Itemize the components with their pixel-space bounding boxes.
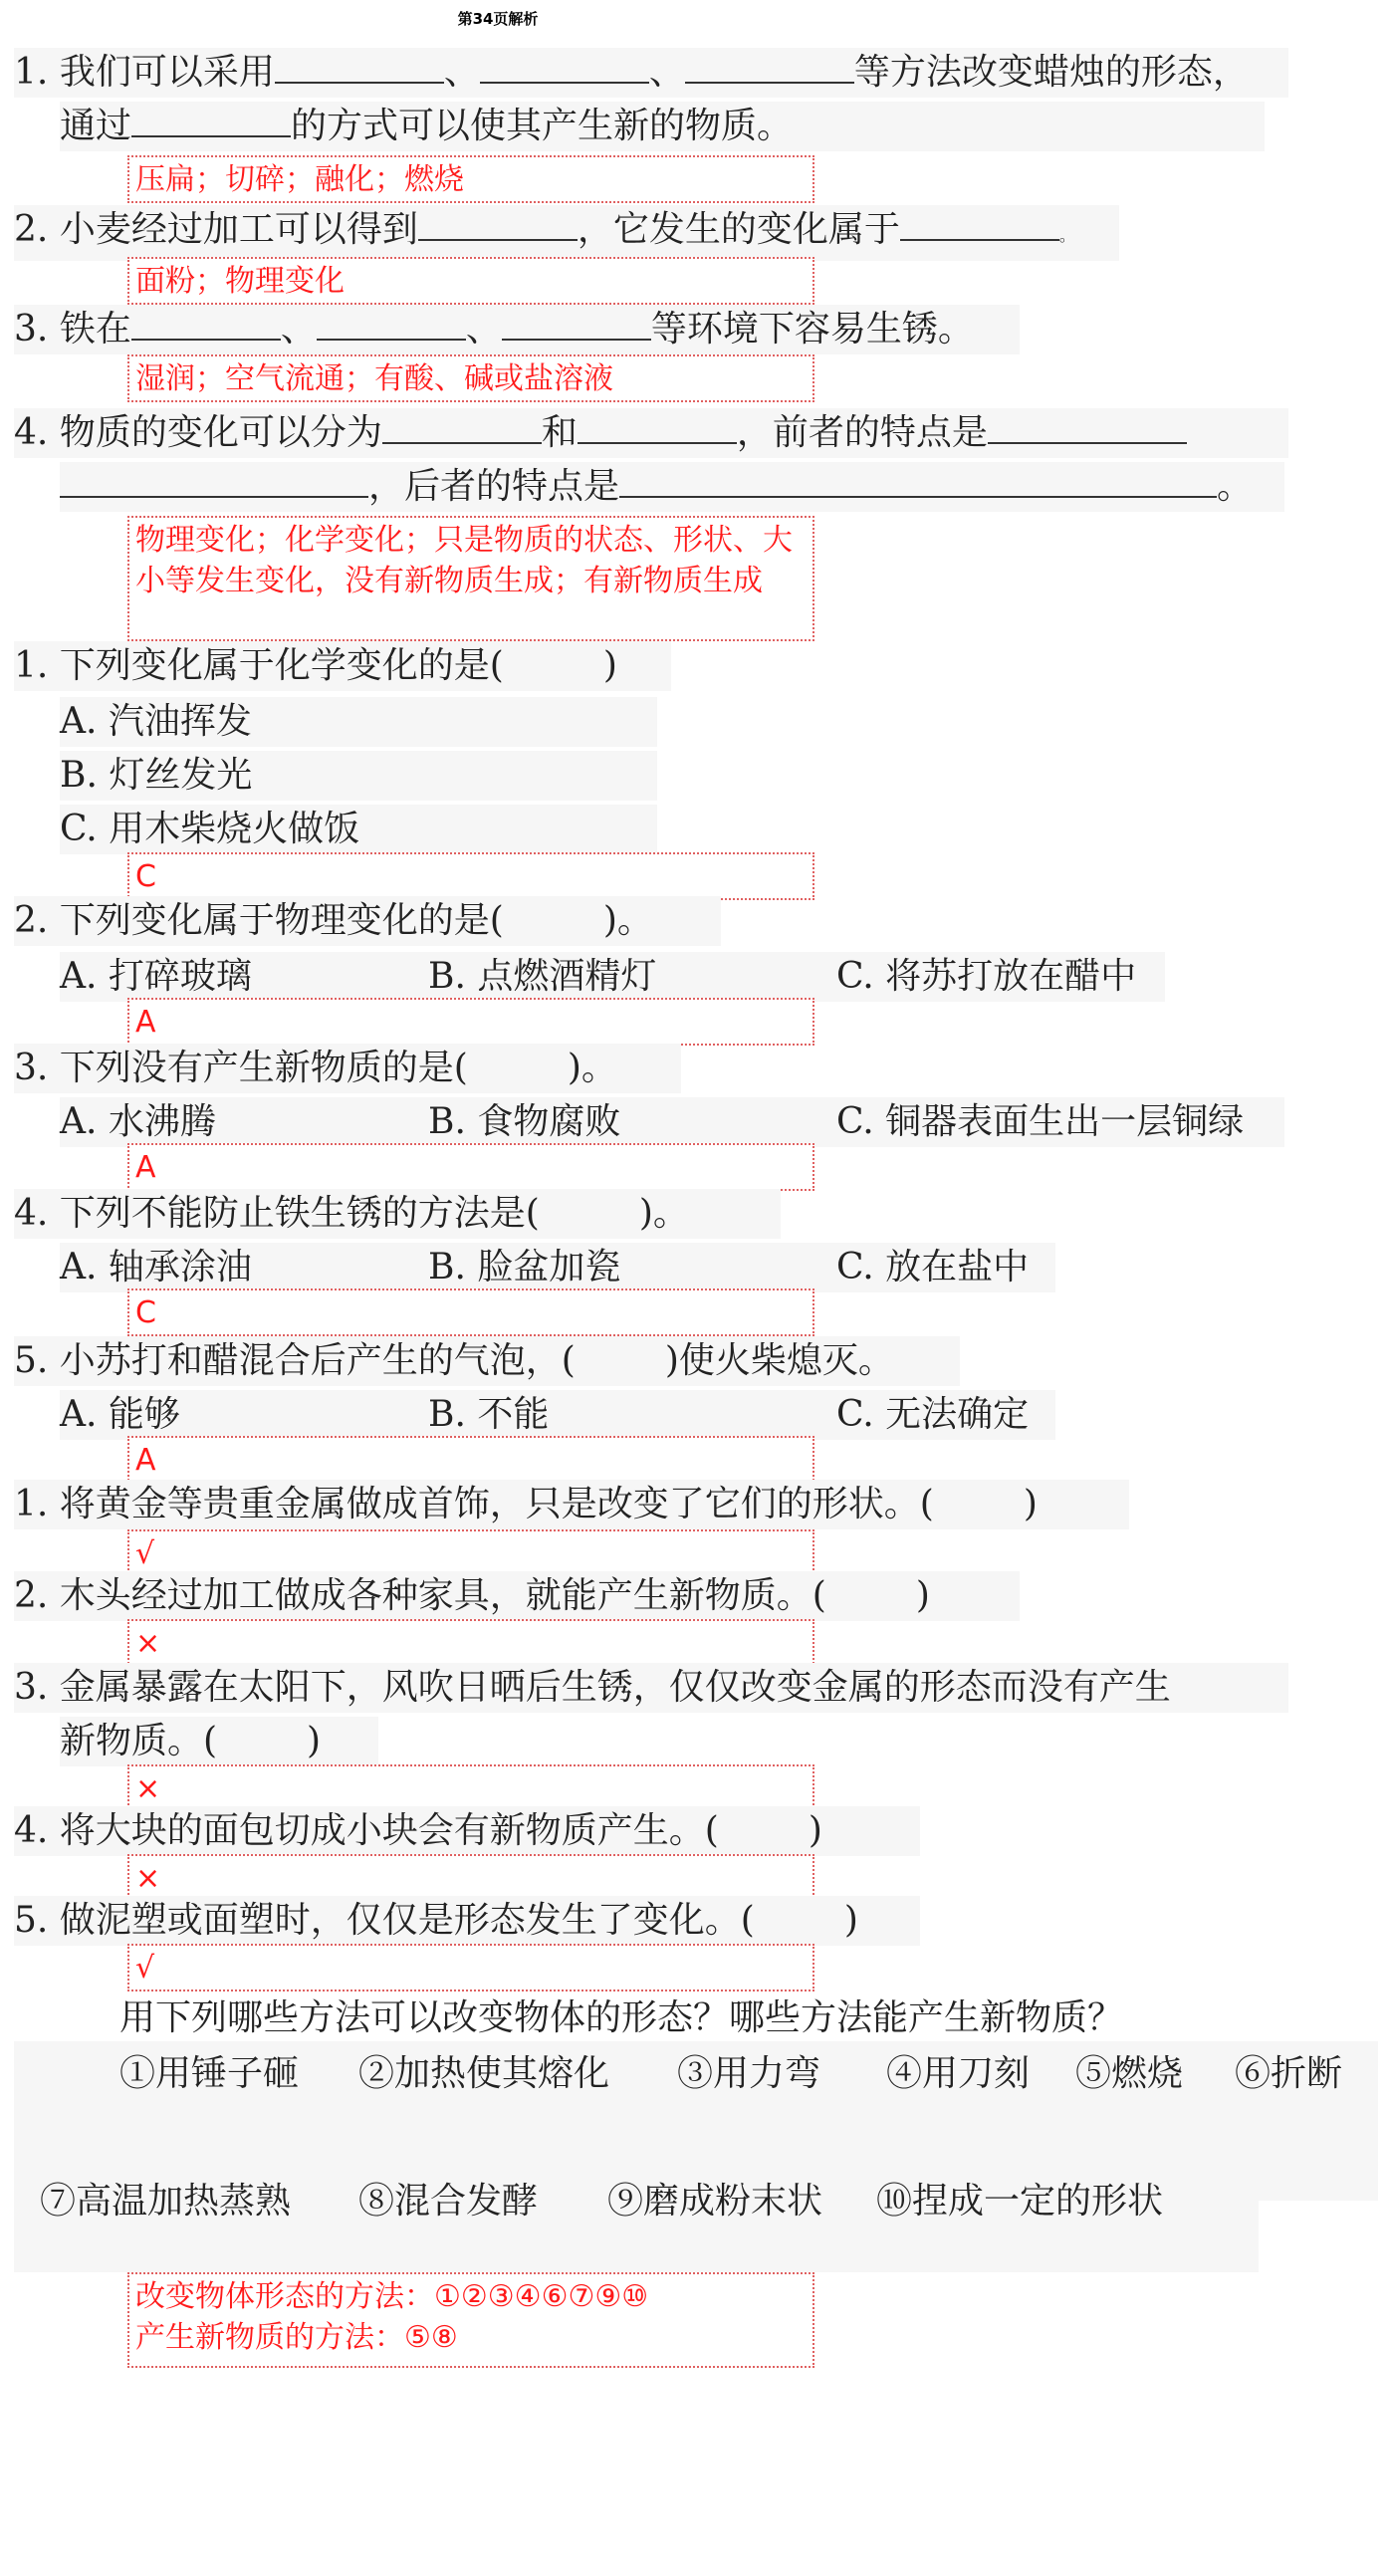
choice-q3-option-c[interactable]: C. 铜器表面生出一层铜绿	[836, 1101, 1245, 1142]
choice-q2-option-a[interactable]: A. 打碎玻璃	[60, 956, 252, 997]
choice-q2-stem: 2. 下列变化属于物理变化的是( )。	[14, 896, 721, 946]
choice-q3-stem: 3. 下列没有产生新物质的是( )。	[14, 1044, 681, 1093]
blank[interactable]	[480, 48, 649, 84]
methods-answer-new: 产生新物质的方法：⑤⑧	[135, 2320, 458, 2355]
method-item: ①用锤子砸	[119, 2053, 300, 2094]
judge-q3-line2: 新物质。( )	[60, 1717, 378, 1766]
choice-q4-option-a[interactable]: A. 轴承涂油	[60, 1247, 252, 1288]
method-item: ⑥折断	[1235, 2053, 1343, 2094]
answer-box-fill-q2: 面粉；物理变化	[127, 257, 814, 305]
answer-box-choice-q3: A	[127, 1143, 814, 1191]
method-item: ⑨磨成粉末状	[607, 2181, 823, 2222]
choice-q1-option-b[interactable]: B. 灯丝发光	[60, 751, 657, 801]
method-item: ⑦高温加热蒸熟	[40, 2181, 292, 2222]
blank[interactable]	[418, 205, 578, 241]
choice-q3-option-b[interactable]: B. 食物腐败	[428, 1101, 621, 1142]
answer-box-judge-q4: ×	[127, 1854, 814, 1902]
choice-q5-option-a[interactable]: A. 能够	[60, 1394, 180, 1435]
choice-q3-options	[60, 1097, 1284, 1147]
blank[interactable]	[131, 102, 291, 137]
method-item: ⑧混合发酵	[358, 2181, 539, 2222]
answer-box-fill-q4: 物理变化；化学变化；只是物质的状态、形状、大小等发生变化，没有新物质生成；有新物质生成	[127, 516, 814, 641]
page-title: 第34页解析	[457, 10, 539, 28]
choice-q5-option-c[interactable]: C. 无法确定	[836, 1394, 1030, 1435]
answer-box-judge-q5: √	[127, 1944, 814, 1991]
answer-box-choice-q5: A	[127, 1436, 814, 1484]
answer-box-choice-q2: A	[127, 998, 814, 1046]
blank[interactable]	[131, 305, 281, 341]
fill-q1-line2: 通过 的方式可以使其产生新的物质。	[60, 102, 1265, 151]
answer-box-judge-q3: ×	[127, 1764, 814, 1812]
answer-box-choice-q4: C	[127, 1288, 814, 1336]
blank[interactable]	[317, 305, 466, 341]
choice-q2-option-b[interactable]: B. 点燃酒精灯	[428, 956, 657, 997]
choice-q2-options	[60, 952, 1165, 1002]
fill-q3-line: 3. 铁在 、 、 等环境下容易生锈。	[14, 305, 1020, 354]
judge-q5-line: 5. 做泥塑或面塑时，仅仅是形态发生了变化。( )	[14, 1896, 920, 1946]
answer-box-fill-q3: 湿润；空气流通；有酸、碱或盐溶液	[127, 354, 814, 402]
method-item: ⑤燃烧	[1075, 2053, 1184, 2094]
fill-q4-line2: ，后者的特点是 。	[60, 462, 1284, 512]
choice-q4-option-b[interactable]: B. 脸盆加瓷	[428, 1247, 621, 1288]
choice-q3-option-a[interactable]: A. 水沸腾	[60, 1101, 216, 1142]
choice-q1-option-a[interactable]: A. 汽油挥发	[60, 697, 657, 747]
judge-q2-line: 2. 木头经过加工做成各种家具，就能产生新物质。( )	[14, 1571, 1020, 1621]
blank[interactable]	[502, 305, 651, 341]
answer-box-fill-q1: 压扁；切碎；融化；燃烧	[127, 155, 814, 203]
blank[interactable]	[619, 462, 1217, 498]
methods-answer-shape: 改变物体形态的方法：①②③④⑥⑦⑨⑩	[135, 2279, 649, 2314]
fill-q4-line1: 4. 物质的变化可以分为 和 ，前者的特点是	[14, 408, 1288, 458]
judge-q1-line: 1. 将黄金等贵重金属做成首饰，只是改变了它们的形状。( )	[14, 1480, 1129, 1529]
judge-q3-line1: 3. 金属暴露在太阳下，风吹日晒后生锈，仅仅改变金属的形态而没有产生	[14, 1663, 1288, 1713]
method-item: ③用力弯	[677, 2053, 821, 2094]
choice-q1-option-c[interactable]: C. 用木柴烧火做饭	[60, 805, 657, 854]
choice-q5-stem: 5. 小苏打和醋混合后产生的气泡，( )使火柴熄灭。	[14, 1336, 960, 1386]
choice-q4-options	[60, 1243, 1055, 1292]
choice-q2-option-c[interactable]: C. 将苏打放在醋中	[836, 956, 1137, 997]
blank[interactable]	[685, 48, 854, 84]
fill-q2-line: 2. 小麦经过加工可以得到 ，它发生的变化属于 。	[14, 205, 1119, 261]
answer-box-judge-q1: √	[127, 1529, 814, 1577]
method-item: ②加热使其熔化	[358, 2053, 610, 2094]
choice-q1-stem: 1. 下列变化属于化学变化的是( )	[14, 641, 671, 691]
method-item: ⑩捏成一定的形状	[876, 2181, 1164, 2222]
blank[interactable]	[275, 48, 444, 84]
choice-q5-options	[60, 1390, 1055, 1440]
choice-q5-option-b[interactable]: B. 不能	[428, 1394, 550, 1435]
blank[interactable]	[988, 408, 1187, 444]
answer-box-choice-q1: C	[127, 852, 814, 900]
choice-q4-stem: 4. 下列不能防止铁生锈的方法是( )。	[14, 1189, 781, 1239]
blank[interactable]	[60, 462, 368, 498]
blank[interactable]	[382, 408, 542, 444]
answer-box-judge-q2: ×	[127, 1619, 814, 1667]
fill-q1-line1: 1. 我们可以采用 、 、 等方法改变蜡烛的形态，	[14, 48, 1288, 98]
method-item: ④用刀刻	[886, 2053, 1031, 2094]
blank[interactable]	[578, 408, 737, 444]
methods-question: 用下列哪些方法可以改变物体的形态？哪些方法能产生新物质？	[119, 1997, 1124, 2038]
blank[interactable]	[900, 205, 1059, 241]
judge-q4-line: 4. 将大块的面包切成小块会有新物质产生。( )	[14, 1806, 920, 1856]
answer-box-methods	[127, 2272, 814, 2368]
choice-q4-option-c[interactable]: C. 放在盐中	[836, 1247, 1030, 1288]
